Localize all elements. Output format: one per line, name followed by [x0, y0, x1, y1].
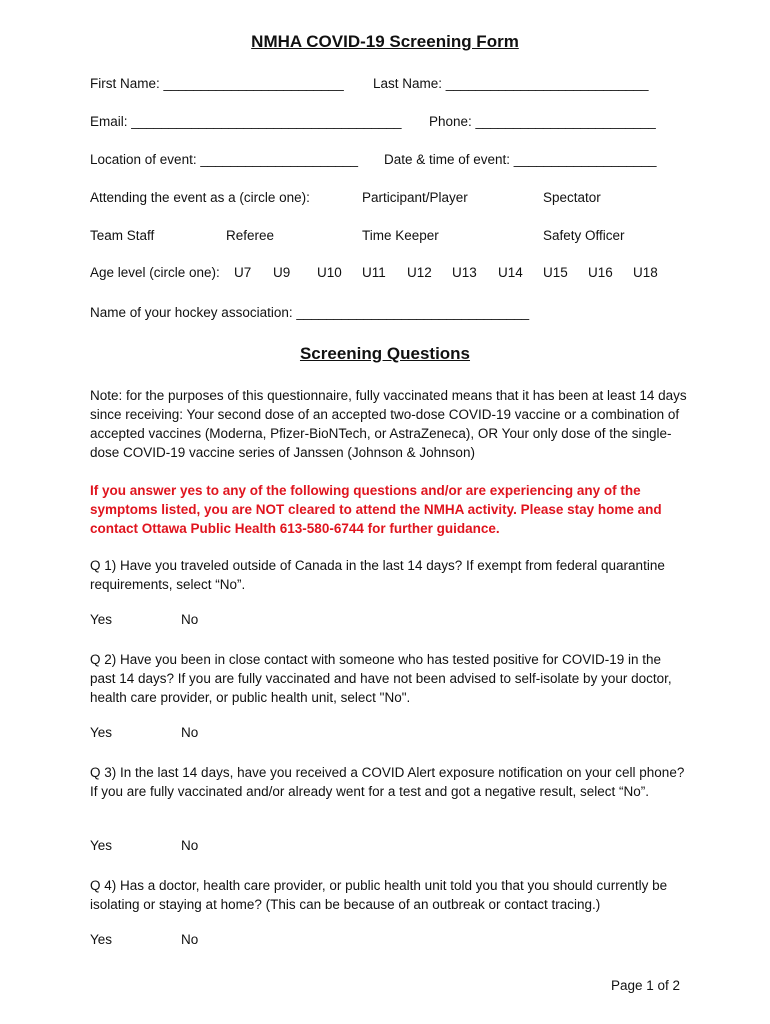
question-1-yes[interactable]: Yes: [90, 612, 113, 627]
age-option-u10[interactable]: U10: [317, 265, 342, 280]
age-label: Age level (circle one):: [90, 265, 220, 280]
question-1-text: Q 1) Have you traveled outside of Canada in the last 14 days? If exempt from federal quarantine requirements, select “No”.: [90, 558, 665, 592]
age-option-u7[interactable]: U7: [234, 265, 252, 280]
hockey-association-field[interactable]: Name of your hockey association: _______________________________: [90, 305, 530, 320]
question-1-no[interactable]: No: [181, 612, 199, 627]
age-option-u18[interactable]: U18: [633, 265, 658, 280]
question-3-text: Q 3) In the last 14 days, have you received a COVID Alert exposure notification on your cell phone? If you are fully vaccinated and/or already went for a test and got a negative result, select “No”.: [90, 765, 685, 799]
question-4-no[interactable]: No: [181, 932, 199, 947]
attending-option-referee[interactable]: Referee: [226, 228, 275, 243]
last-name-field[interactable]: Last Name: ___________________________: [373, 76, 649, 91]
question-2-no[interactable]: No: [181, 725, 199, 740]
age-option-u15[interactable]: U15: [543, 265, 568, 280]
page-title: NMHA COVID-19 Screening Form: [251, 32, 519, 51]
question-3-no[interactable]: No: [181, 838, 199, 853]
attending-option-time-keeper[interactable]: Time Keeper: [362, 228, 439, 243]
page-number: Page 1 of 2: [610, 978, 680, 993]
question-3-yes[interactable]: Yes: [90, 838, 113, 853]
attending-option-spectator[interactable]: Spectator: [543, 190, 601, 205]
age-option-u16[interactable]: U16: [588, 265, 613, 280]
age-option-u9[interactable]: U9: [273, 265, 291, 280]
first-name-field[interactable]: First Name: ________________________: [90, 76, 344, 91]
age-option-u12[interactable]: U12: [407, 265, 432, 280]
question-4-yes[interactable]: Yes: [90, 932, 113, 947]
attending-label: Attending the event as a (circle one):: [90, 190, 310, 205]
age-option-u14[interactable]: U14: [498, 265, 523, 280]
screening-questions-heading: Screening Questions: [299, 344, 471, 363]
attending-option-team-staff[interactable]: Team Staff: [90, 228, 155, 243]
question-2-yes[interactable]: Yes: [90, 725, 113, 740]
datetime-field[interactable]: Date & time of event: ___________________: [384, 152, 657, 167]
question-4-text: Q 4) Has a doctor, health care provider, or public health unit told you that you should currently be isolating or staying at home? (This can be because of an outbreak or contact tracing.): [90, 878, 668, 912]
location-field[interactable]: Location of event: _____________________: [90, 152, 358, 167]
attending-option-safety-officer[interactable]: Safety Officer: [543, 228, 625, 243]
warning-text: If you answer yes to any of the following questions and/or are experiencing any of the symptoms listed, you are NOT cleared to attend the NMHA activity. Please stay home and contact Ottawa Public Health 613-580-6744 for further guidance.: [90, 483, 662, 536]
age-option-u13[interactable]: U13: [452, 265, 477, 280]
question-2-text: Q 2) Have you been in close contact with someone who has tested positive for COVID-19 in the past 14 days? If you are fully vaccinated and have not been advised to self-isolate by your doctor, health care provider, or public health unit, select "No".: [90, 652, 672, 705]
attending-option-participant[interactable]: Participant/Player: [362, 190, 468, 205]
age-option-u11[interactable]: U11: [362, 265, 386, 280]
phone-field[interactable]: Phone: ________________________: [429, 114, 656, 129]
email-field[interactable]: Email: ____________________________________: [90, 114, 402, 129]
vaccination-note: Note: for the purposes of this questionnaire, fully vaccinated means that it has been at least 14 days since receiving: Your second dose of an accepted two-dose COVID-19 vaccine or a combination of accepted vaccines (Moderna, Pfizer-BioNTech, or AstraZeneca), OR Your only dose of the single-dose COVID-19 vaccine series of Janssen (Johnson & Johnson): [90, 388, 687, 460]
